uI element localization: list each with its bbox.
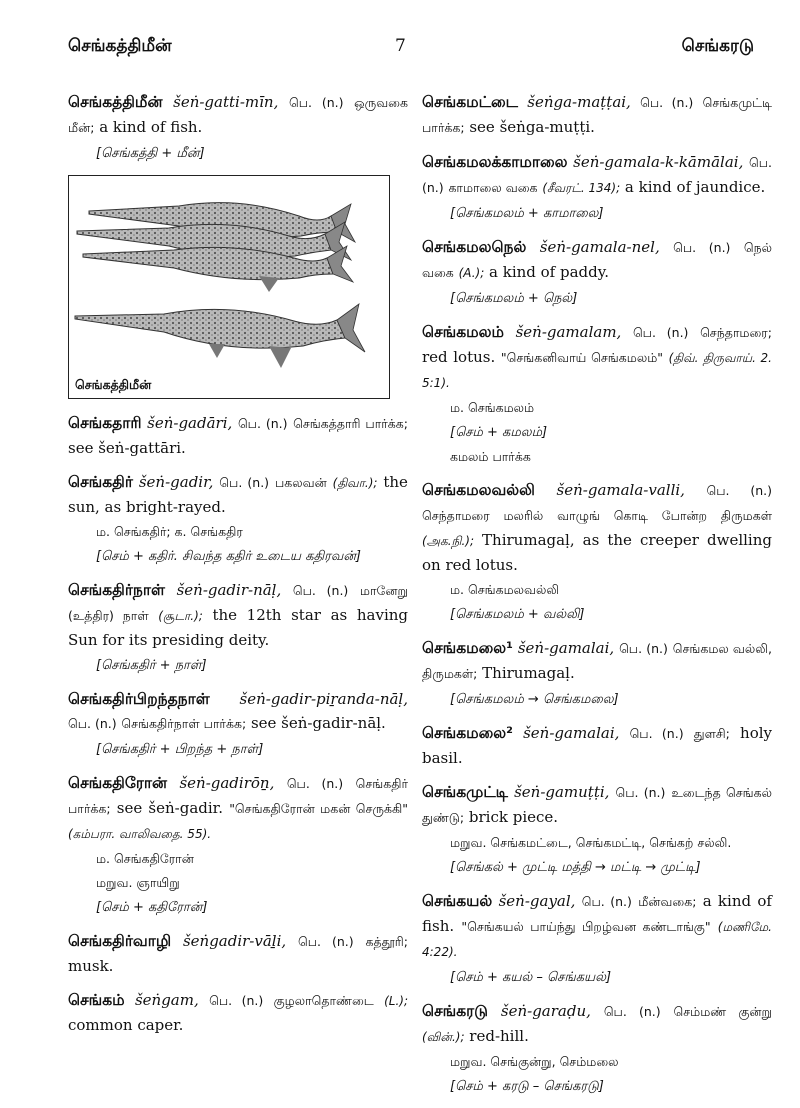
source-citation: (அக.நி.); xyxy=(422,534,474,548)
source-citation: (A.); xyxy=(458,266,485,280)
see-also: கமலம் பார்க்க xyxy=(450,449,531,464)
dictionary-entry xyxy=(422,889,772,989)
tamil-gloss: கத்தூரி; xyxy=(365,934,408,949)
part-of-speech: பெ. (n.) xyxy=(68,716,117,731)
entry-definition xyxy=(422,889,772,964)
tamil-gloss: செங்கத்தாரி பார்க்க; xyxy=(293,416,408,431)
english-gloss: musk. xyxy=(68,957,114,975)
cognates: ம. செங்கமலவல்லி xyxy=(450,582,560,597)
cognates: ம. செங்கதிர்; க. செங்கதிர xyxy=(96,524,243,539)
dictionary-entry xyxy=(68,771,408,919)
english-gloss: common caper. xyxy=(68,1016,184,1034)
figure-caption: செங்கத்திமீன் xyxy=(75,377,152,392)
headword: செங்கதிர் xyxy=(68,473,133,491)
entry-definition xyxy=(68,470,408,519)
dictionary-entry xyxy=(422,235,772,310)
tamil-gloss: குழலாதொண்டை xyxy=(273,993,374,1008)
dictionary-entry xyxy=(68,578,408,677)
dictionary-entry xyxy=(422,636,772,711)
dictionary-entry xyxy=(68,470,408,568)
transliteration: šeṅ-gadāri, xyxy=(147,414,233,432)
tamil-gloss: செங்கதிர்நாள் பார்க்க; xyxy=(121,716,247,731)
source-citation: (திவ். திருவாய். 2. 5:1). xyxy=(422,351,772,390)
tamil-gloss: செங்கமுட்டி பார்க்க; xyxy=(422,95,772,135)
headword: செங்கமலம் xyxy=(422,323,504,341)
page-header xyxy=(0,36,800,64)
page-number: 7 xyxy=(395,36,406,56)
english-gloss: the sun, as bright-rayed. xyxy=(68,473,408,516)
etymology: [செங்கல் + முட்டி மத்தி → மட்டி → முட்டி] xyxy=(450,860,701,875)
headword: செங்கயல் xyxy=(422,892,493,910)
transliteration: šeṅ-gamalai, xyxy=(517,639,615,657)
tamil-gloss: மானேறு (உத்திர) நாள் xyxy=(68,583,408,623)
transliteration: šeṅ-gadir-piṟanda-nāḷ, xyxy=(239,690,408,708)
transliteration: šeṅ-gayal, xyxy=(498,892,576,910)
part-of-speech: பெ. (n.) xyxy=(219,475,270,490)
etymology: [செம் + கமலம்] xyxy=(450,425,548,440)
english-gloss: Thirumagaḷ, as the creeper dwelling on red lotus. xyxy=(422,531,772,574)
entry-definition xyxy=(68,90,408,140)
entry-definition xyxy=(422,320,772,395)
part-of-speech: பெ. (n.) xyxy=(286,776,344,791)
dictionary-entry xyxy=(68,411,408,460)
dictionary-entry xyxy=(68,929,408,978)
english-gloss: the 12th star as having Sun for its presiding deity. xyxy=(68,606,408,649)
part-of-speech: பெ. (n.) xyxy=(619,641,668,656)
entry-definition xyxy=(68,411,408,460)
headword: செங்கரடு xyxy=(422,1002,488,1020)
english-gloss: a kind of paddy. xyxy=(489,263,609,281)
entry-definition xyxy=(422,478,772,577)
transliteration: šeṅ-gadir, xyxy=(138,473,214,491)
transliteration: šeṅgam, xyxy=(134,991,199,1009)
gar-fish-drawing xyxy=(69,176,389,398)
part-of-speech: பெ. (n.) xyxy=(706,483,772,498)
headword: செங்கம் xyxy=(68,991,125,1009)
source-citation: (மணிமே. 4:22). xyxy=(422,920,772,959)
etymology: [செம் + கதிர். சிவந்த கதிர் உடைய கதிரவன்] xyxy=(96,549,362,564)
transliteration: šeṅga-maṭṭai, xyxy=(527,93,631,111)
tamil-gloss: காமாலை வகை xyxy=(448,180,538,195)
etymology: [செங்கமலம் + நெல்] xyxy=(450,291,578,306)
english-gloss: Thirumagaḷ. xyxy=(482,664,575,682)
entry-definition xyxy=(68,687,408,736)
dictionary-entry xyxy=(422,150,772,225)
part-of-speech: பெ. (n.) xyxy=(640,95,694,110)
etymology: [செங்கதிர் + நாள்] xyxy=(96,658,207,673)
part-of-speech: பெ. (n.) xyxy=(673,240,731,255)
entry-definition xyxy=(422,721,772,770)
source-citation: (திவா.); xyxy=(332,476,378,490)
quotation: "செங்கயல் பாய்ந்து பிறழ்வன கண்டாங்கு" xyxy=(461,919,711,934)
transliteration: šeṅgadir-vāḻi, xyxy=(182,932,287,950)
quotation: "செங்கதிரோன் மகன் செருக்கி" xyxy=(229,801,408,816)
headword: செங்கமலக்காமாலை xyxy=(422,153,568,171)
part-of-speech: பெ. (n.) xyxy=(289,95,344,110)
etymology: [செங்கமலம் → செங்கமலை] xyxy=(450,692,619,707)
tamil-gloss: செந்தாமரை; xyxy=(700,325,772,340)
part-of-speech: பெ. (n.) xyxy=(292,583,349,598)
headword: செங்கதாரி xyxy=(68,414,142,432)
english-gloss: see šeṅga-muṭṭi. xyxy=(469,118,595,136)
tamil-gloss: உடைந்த செங்கல் துண்டு; xyxy=(422,785,772,825)
dictionary-entry xyxy=(68,90,408,165)
right-column xyxy=(422,90,772,1108)
part-of-speech: பெ. (n.) xyxy=(603,1004,661,1019)
entry-definition xyxy=(422,90,772,140)
headword: செங்கமலை¹ xyxy=(422,639,513,657)
source-citation: (கம்பரா. வாலிவதை. 55). xyxy=(68,827,212,841)
tamil-gloss: செம்மண் குன்று xyxy=(673,1004,772,1019)
etymology: [செங்கமலம் + வல்லி] xyxy=(450,607,585,622)
english-gloss: holy basil. xyxy=(422,724,772,767)
part-of-speech: பெ. (n.) xyxy=(581,894,632,909)
synonyms: மறுவ. செங்குன்று, செம்மலை xyxy=(450,1054,619,1069)
dictionary-entry xyxy=(422,721,772,770)
english-gloss: red lotus. xyxy=(422,348,496,366)
dictionary-entry xyxy=(422,999,772,1098)
english-gloss: brick piece. xyxy=(468,808,559,826)
transliteration: šeṅ-gamala-valli, xyxy=(556,481,685,499)
tamil-gloss: செங்கமல வல்லி, திருமகள்; xyxy=(422,641,772,681)
etymology: [செங்கமலம் + காமாலை] xyxy=(450,206,604,221)
etymology: [செங்கதிர் + பிறந்த + நாள்] xyxy=(96,742,264,757)
entry-definition xyxy=(422,150,772,200)
cognates: ம. செங்கதிரோன் xyxy=(96,851,194,866)
transliteration: šeṅ-gadir-nāḷ, xyxy=(176,581,282,599)
dictionary-entry xyxy=(422,320,772,468)
headword: செங்கமலநெல் xyxy=(422,238,527,256)
running-head-right: செங்கரடு xyxy=(681,36,754,56)
english-gloss: red-hill. xyxy=(469,1027,529,1045)
entry-definition xyxy=(422,235,772,285)
synonyms: மறுவ. ஞாயிறு xyxy=(96,875,180,890)
english-gloss: see šeṅ-gadir-nāḷ. xyxy=(250,714,386,732)
entry-definition xyxy=(68,771,408,846)
left-column xyxy=(68,90,408,1047)
transliteration: šeṅ-garaḍu, xyxy=(500,1002,591,1020)
etymology: [செங்கத்தி + மீன்] xyxy=(96,146,205,161)
headword: செங்கமட்டை xyxy=(422,93,518,111)
dictionary-entry xyxy=(422,780,772,879)
entry-definition xyxy=(422,780,772,830)
cognates: ம. செங்கமலம் xyxy=(450,400,535,415)
entry-definition xyxy=(68,988,408,1037)
transliteration: šeṅ-gadirōṉ, xyxy=(179,774,275,792)
headword: செங்கதிர்வாழி xyxy=(68,932,172,950)
transliteration: šeṅ-gamalam, xyxy=(515,323,622,341)
entry-definition xyxy=(68,578,408,652)
headword: செங்கமலை² xyxy=(422,724,513,742)
dictionary-entry xyxy=(422,478,772,626)
synonyms: மறுவ. செங்கமட்டை, செங்கமட்டி, செங்கற் சல்லி. xyxy=(450,835,732,850)
english-gloss: see šeṅ-gadir. xyxy=(116,799,223,817)
part-of-speech: பெ. (n.) xyxy=(629,726,684,741)
headword: செங்கத்திமீன் xyxy=(68,93,163,111)
headword: செங்கமுட்டி xyxy=(422,783,509,801)
headword: செங்கமலவல்லி xyxy=(422,481,535,499)
tamil-gloss: ஒருவகை மீன்; xyxy=(68,95,408,135)
dictionary-entry xyxy=(68,687,408,761)
tamil-gloss: செங்கதிர் பார்க்க; xyxy=(68,776,408,816)
entry-definition xyxy=(422,999,772,1049)
dictionary-entry xyxy=(422,90,772,140)
fish-illustration xyxy=(68,175,390,399)
source-citation: (வின்.); xyxy=(422,1030,465,1044)
transliteration: šeṅ-gamala-nel, xyxy=(539,238,660,256)
tamil-gloss: செந்தாமரை மலரில் வாழுங் கொடி போன்ற திருமகள் xyxy=(422,508,772,523)
transliteration: šeṅ-gamuṭṭi, xyxy=(514,783,610,801)
headword: செங்கதிர்பிறந்தநாள் xyxy=(68,690,210,708)
tamil-gloss: துளசி; xyxy=(693,726,730,741)
transliteration: šeṅ-gamalai, xyxy=(523,724,620,742)
source-citation: (சூடா.); xyxy=(158,609,203,623)
etymology: [செம் + கரடு – செங்கரடு] xyxy=(450,1079,604,1094)
english-gloss: a kind of fish. xyxy=(422,892,772,935)
tamil-gloss: நெல் வகை xyxy=(422,240,772,280)
entry-definition xyxy=(68,929,408,978)
source-citation: (L.); xyxy=(384,994,408,1008)
running-head-left: செங்கத்திமீன் xyxy=(68,36,172,56)
part-of-speech: பெ. (n.) xyxy=(297,934,354,949)
part-of-speech: பெ. (n.) xyxy=(615,785,666,800)
entry-definition xyxy=(422,636,772,686)
transliteration: šeṅ-gamala-k-kāmālai, xyxy=(573,153,744,171)
headword: செங்கதிரோன் xyxy=(68,774,167,792)
tamil-gloss: பகலவன் xyxy=(274,475,327,490)
fish-shape xyxy=(75,304,365,368)
transliteration: šeṅ-gatti-mīn, xyxy=(173,93,279,111)
quotation: "செங்கனிவாய் செங்கமலம்" xyxy=(500,350,663,365)
dictionary-entry xyxy=(68,988,408,1037)
part-of-speech: பெ. (n.) xyxy=(632,325,689,340)
english-gloss: a kind of jaundice. xyxy=(624,178,766,196)
english-gloss: see šeṅ-gattāri. xyxy=(68,439,186,457)
part-of-speech: பெ. (n.) xyxy=(237,416,288,431)
tamil-gloss: மீன்வகை; xyxy=(638,894,697,909)
etymology: [செம் + கதிரோன்] xyxy=(96,900,208,915)
part-of-speech: பெ. (n.) xyxy=(209,993,264,1008)
headword: செங்கதிர்நாள் xyxy=(68,581,165,599)
english-gloss: a kind of fish. xyxy=(99,118,203,136)
etymology: [செம் + கயல் – செங்கயல்] xyxy=(450,970,612,985)
source-citation: (சீவரட். 134); xyxy=(542,181,621,195)
part-of-speech: பெ. (n.) xyxy=(422,155,772,195)
